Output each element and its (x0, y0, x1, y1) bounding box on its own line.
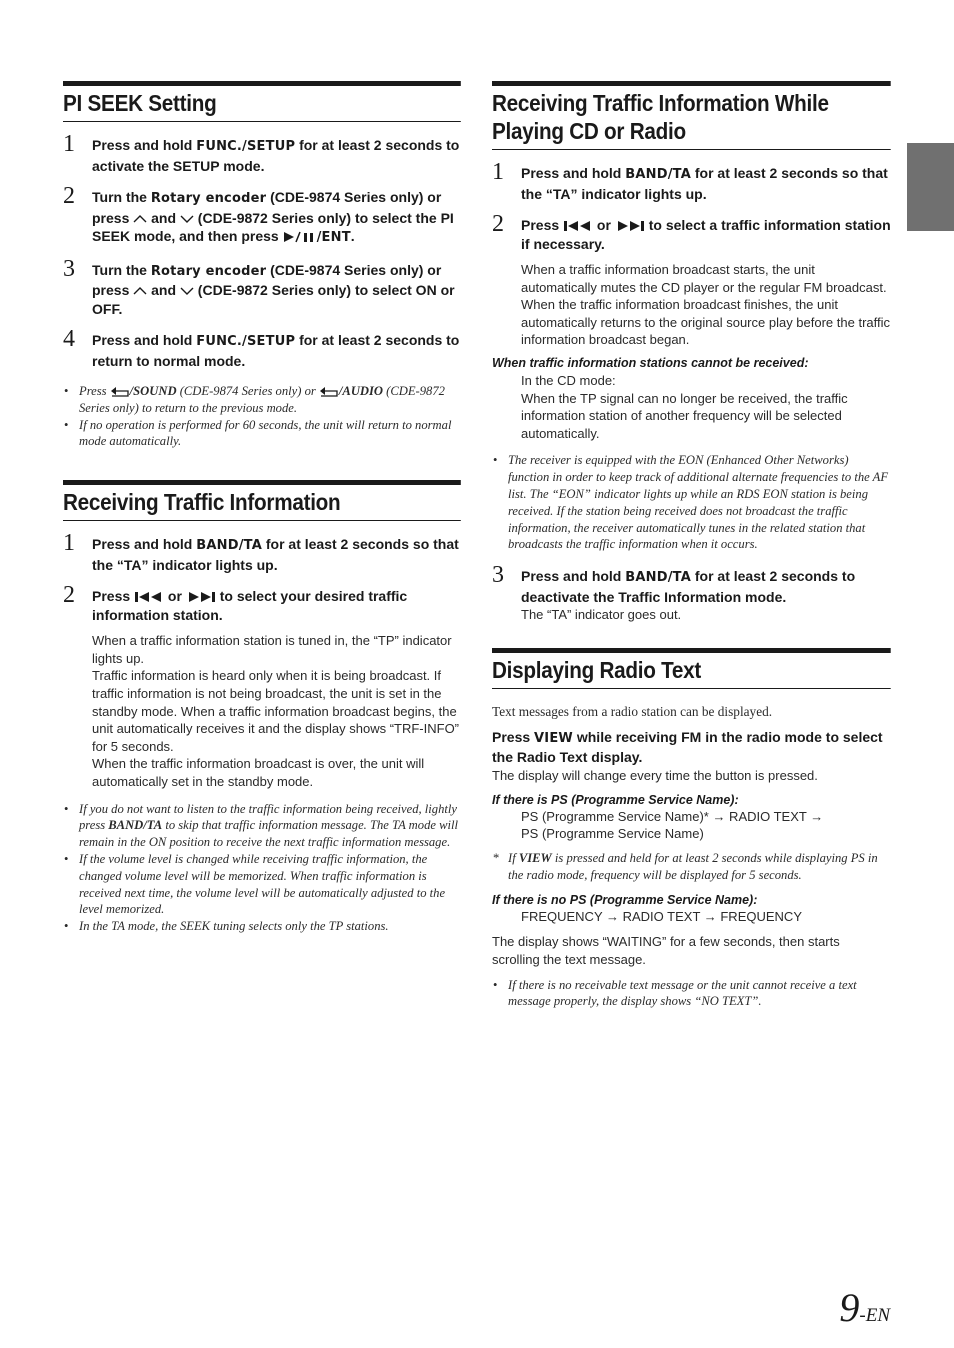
list-item: • The receiver is equipped with the EON (Enhanced Other Networks) function in order to keep track of additional alternate frequencies to the AF list. The “EON” indicator lights up while an RDS EON station is being received. If the station being received does not broadcast the traffic information, the receiver automatically tunes in the related station that broadcasts the traffic information when it occurs. (492, 452, 891, 553)
view-star-note (492, 850, 891, 884)
step-number: 2 (63, 582, 75, 609)
chevron-up-icon (133, 214, 147, 224)
ta-goes-out: The “TA” indicator goes out. (521, 607, 682, 623)
traffic-cd-step-1: 1 Press and hold BAND/TA for at least 2 seconds so that the “TA” indicator lights up. (492, 159, 888, 202)
traffic-notes (63, 801, 461, 935)
pi-seek-section (63, 81, 461, 450)
ent-key: /ENT (316, 230, 351, 245)
traffic-cd-title: Receiving Traffic Information While Playing CD or Radio (492, 81, 891, 150)
page-number: 9-EN (839, 1285, 890, 1330)
radio-text-notes (492, 977, 891, 1011)
step-number: 1 (63, 530, 75, 557)
step-number: 1 (63, 131, 75, 157)
cannot-receive-heading: When traffic information stations cannot be received: (492, 355, 809, 370)
traffic-cd-section (492, 81, 891, 624)
no-ps-heading: If there is no PS (Programme Service Name): (492, 892, 758, 907)
left-column (63, 81, 461, 947)
traffic-cd-step-3: 3 Press and hold BAND/TA for at least 2 seconds to deactivate the Traffic Information mode. (492, 562, 856, 605)
list-item: • In the TA mode, the SEEK tuning selects only the TP stations. (63, 918, 461, 935)
no-ps-sequence: FREQUENCY → RADIO TEXT → FREQUENCY (521, 908, 802, 924)
eon-notes (492, 452, 891, 553)
press-view-body: The display will change every time the button is pressed. (492, 767, 818, 783)
step-number: 2 (492, 211, 504, 237)
pi-seek-step-3: 3 Turn the Rotary encoder (CDE-9874 Series only) or press and (CDE-9872 Series only) to select ON or OFF. (63, 255, 455, 317)
skip-forward-icon (615, 220, 645, 232)
skip-back-icon (563, 220, 593, 232)
traffic-title: Receiving Traffic Information (63, 480, 461, 521)
list-item: • If there is no receivable text message or the unit cannot receive a text message properly, the display shows “NO TEXT”. (492, 977, 891, 1011)
radio-text-intro: Text messages from a radio station can be displayed. (492, 703, 773, 719)
traffic-cd-step-2: 2 Press or to select a traffic information station if necessary. (492, 211, 891, 252)
pi-seek-step-2: 2 Turn the Rotary encoder (CDE-9874 Series only) or press and (CDE-9872 Series only) to select the PI SEEK mode, and then press /ENT. (63, 183, 454, 245)
right-column (492, 81, 891, 1022)
func-setup-key: FUNC./SETUP (196, 334, 296, 349)
list-item: • If no operation is performed for 60 seconds, the unit will return to normal mode automatically. (63, 417, 461, 451)
traffic-step-2: 2 Press or to select your desired traffic information station. (63, 582, 408, 623)
pi-seek-step-4: 4 Press and hold FUNC./SETUP for at least 2 seconds to return to normal mode. (63, 326, 460, 369)
chevron-down-icon (180, 286, 194, 296)
step-number: 4 (63, 326, 75, 352)
press-view-instruction: Press VIEW while receiving FM in the radio mode to select the Radio Text display. (492, 728, 883, 766)
radio-text-title: Displaying Radio Text (492, 648, 891, 689)
rotary-encoder-key: Rotary encoder (150, 191, 267, 206)
step-number: 1 (492, 159, 504, 185)
pi-seek-step-1: 1 Press and hold FUNC./SETUP for at least 2 seconds to activate the SETUP mode. (63, 131, 460, 174)
ps-heading: If there is PS (Programme Service Name): (492, 793, 739, 808)
list-item: * If VIEW is pressed and held for at least 2 seconds while displaying PS in the radio mode, frequency will be displayed for 5 seconds. (492, 850, 891, 884)
list-item: • If you do not want to listen to the traffic information being received, lightly press BAND/TA to skip that traffic information message. The TA mode will remain in the ON position to receive the next traffic information message. (63, 801, 461, 851)
band-ta-key: BAND/TA (625, 167, 691, 182)
band-ta-key: BAND/TA (196, 538, 262, 554)
radio-text-section (492, 648, 891, 1010)
traffic-cd-body: When a traffic information broadcast starts, the unit automatically mutes the CD player or the regular FM broadcast. When the traffic information broadcast finishes, the unit automatically returns to the original source play before the traffic information broadcast began. (521, 262, 891, 348)
list-item: • Press /SOUND (CDE-9874 Series only) or /AUDIO (CDE-9872 Series only) to return to the previous mode. (63, 383, 461, 417)
list-item: • If the volume level is changed while receiving traffic information, the changed volume level will be memorized. When traffic information is received next time, the volume level will be automatically adjusted to the level memorized. (63, 851, 461, 918)
pi-seek-title: PI SEEK Setting (63, 81, 461, 122)
chevron-up-icon (133, 286, 147, 296)
traffic-body: When a traffic information station is tuned in, the “TP” indicator lights up. Traffic information is heard only when it is being broadcast. If traffic information is not being broadcast, the unit is set in the standby mode. When a traffic information broadcast begins, the unit automatically receives it and the display shows “TRF-INFO” for 5 seconds. When the traffic information broadcast is over, the unit will automatically set in the standby mode. (92, 633, 460, 789)
waiting-text: The display shows “WAITING” for a few seconds, then starts scrolling the text message. (492, 934, 840, 967)
chevron-down-icon (180, 214, 194, 224)
step-number: 2 (63, 183, 75, 209)
band-ta-key: BAND/TA (625, 570, 691, 586)
skip-forward-icon (186, 591, 216, 603)
func-setup-key: FUNC./SETUP (196, 139, 296, 154)
play-pause-icon (283, 231, 317, 243)
traffic-step-1: 1 Press and hold BAND/TA for at least 2 seconds so that the “TA” indicator lights up. (63, 530, 459, 573)
section-tab-marker (907, 143, 954, 231)
step-number: 3 (63, 255, 75, 282)
return-icon (319, 386, 339, 398)
pi-seek-notes (63, 383, 461, 450)
view-key: VIEW (534, 730, 573, 746)
return-icon (110, 386, 130, 398)
ps-sequence: PS (Programme Service Name)* → RADIO TEXT → PS (Programme Service Name) (521, 809, 824, 841)
skip-back-icon (134, 591, 164, 603)
traffic-section (63, 480, 461, 935)
cannot-receive-body: In the CD mode: When the TP signal can no longer be received, the traffic information station of another frequency will be selected automatically. (521, 372, 848, 441)
rotary-encoder-key: Rotary encoder (150, 263, 267, 279)
step-number: 3 (492, 562, 504, 589)
